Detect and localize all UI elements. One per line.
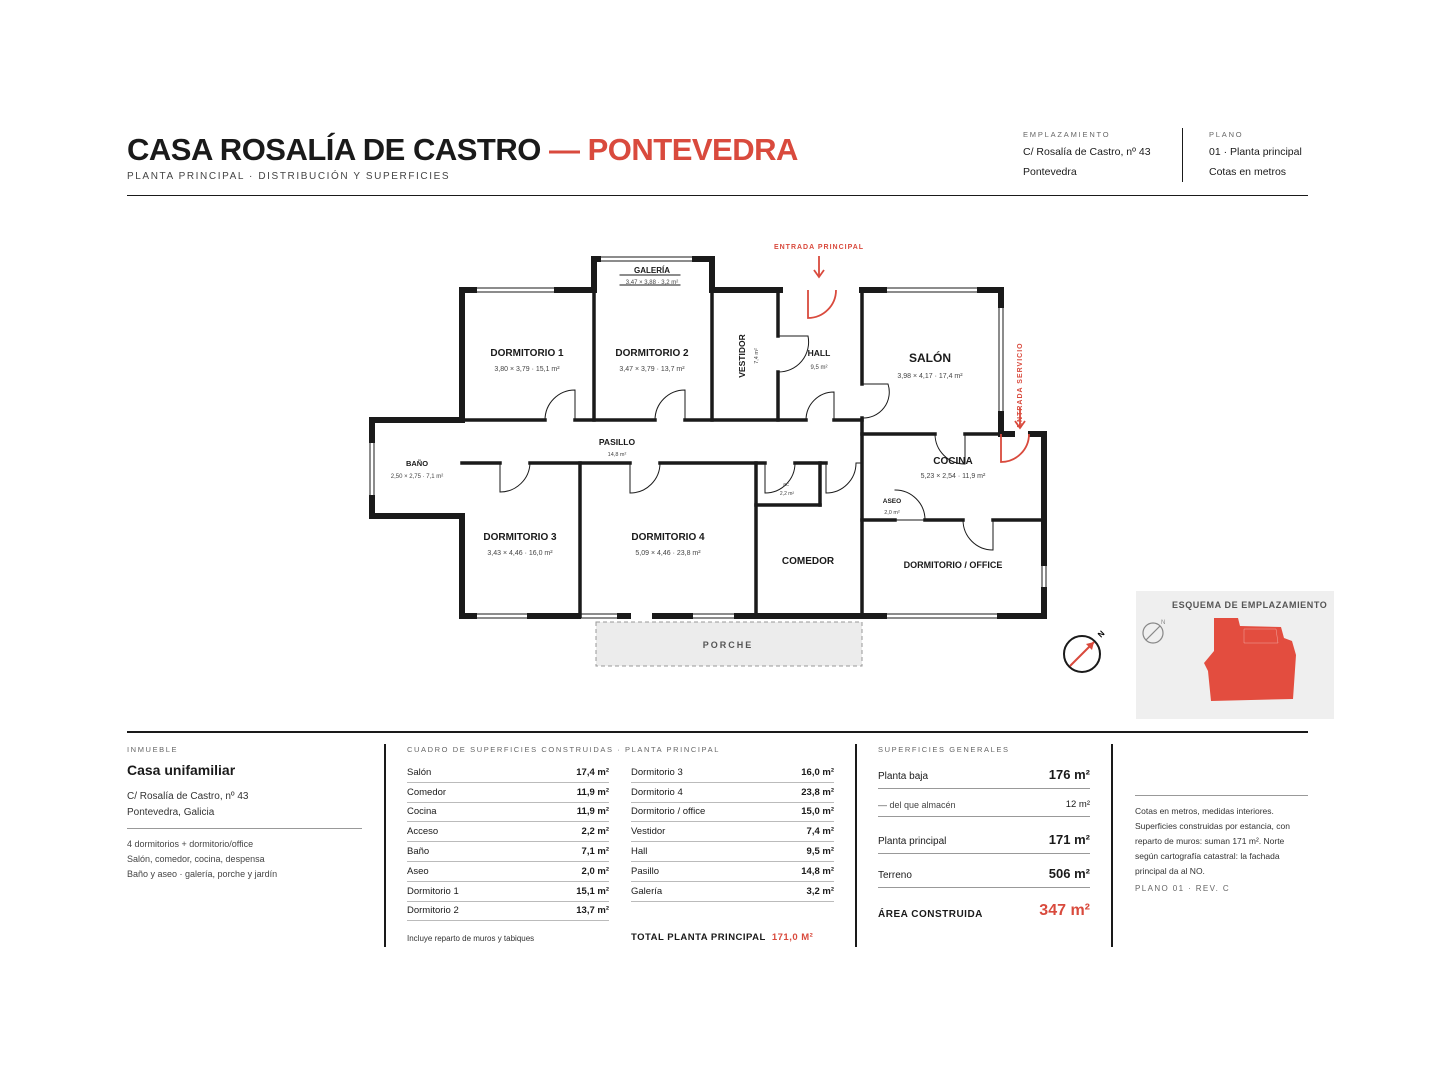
property-address (127, 789, 362, 829)
table-row (407, 803, 609, 823)
table-row (407, 822, 609, 842)
row-value: 14,8 m² (801, 865, 834, 877)
note-line: principal da al NO. (1135, 866, 1205, 876)
property-description (127, 837, 362, 882)
row-value: 23,8 m² (801, 786, 834, 798)
desc-line2: Salón, comedor, cocina, despensa (127, 854, 265, 864)
column-divider (855, 744, 857, 947)
dims-dorm2: 3,47 × 3,79 · 13,7 m² (619, 366, 685, 373)
almacen-label: — del que almacén (878, 800, 956, 810)
column-divider (384, 744, 386, 947)
row-planta-baja (878, 767, 1090, 789)
dims-dorm4: 5,09 × 4,46 · 23,8 m² (635, 550, 701, 557)
bottom-divider (127, 731, 1308, 733)
row-value: 16,0 m² (801, 766, 834, 778)
table-row (631, 763, 834, 783)
label-dorm1: DORMITORIO 1 (490, 348, 564, 359)
dims-cocina: 5,23 × 2,54 · 11,9 m² (920, 473, 986, 480)
plan-units: Cotas en metros (1209, 166, 1287, 178)
location-street: C/ Rosalía de Castro, nº 43 (1023, 146, 1151, 158)
svg-text:N: N (1161, 620, 1166, 626)
row-value: 9,5 m² (806, 846, 834, 858)
terreno-label: Terreno (878, 870, 912, 881)
planta-baja-value: 176 m² (1048, 767, 1090, 782)
row-label: Dormitorio / office (631, 806, 706, 818)
row-almacen (878, 799, 1090, 817)
label-dorm4: DORMITORIO 4 (631, 532, 705, 543)
label-acceso: ac (783, 482, 789, 488)
plan-number: 01 · Planta principal (1209, 146, 1302, 158)
surface-table-label: CUADRO DE SUPERFICIES CONSTRUIDAS · PLANTA PRINCIPAL (407, 745, 720, 754)
table-row (631, 882, 834, 902)
label-aseo: ASEO (882, 498, 902, 505)
row-planta-principal (878, 832, 1090, 854)
row-value: 11,9 m² (576, 806, 609, 818)
surface-table-note: Incluye reparto de muros y tabiques (407, 934, 535, 943)
desc-line1: 4 dormitorios + dormitorio/office (127, 839, 254, 849)
table-row (631, 862, 834, 882)
label-hall: HALL (807, 348, 831, 358)
row-value: 7,1 m² (581, 846, 609, 858)
title-dash: — (548, 132, 580, 167)
row-value: 15,1 m² (576, 885, 609, 897)
label-salon: SALÓN (909, 351, 951, 365)
planta-principal-value: 171 m² (1048, 832, 1090, 847)
table-row (631, 803, 834, 823)
row-label: Galería (631, 885, 663, 897)
row-terreno (878, 866, 1090, 888)
address-line2: Pontevedra, Galicia (127, 807, 215, 818)
property-name: Casa unifamiliar (127, 762, 236, 778)
row-label: Dormitorio 2 (407, 905, 459, 917)
total-label: TOTAL PLANTA PRINCIPAL (631, 932, 766, 943)
column-divider (1111, 744, 1113, 947)
row-label: Dormitorio 4 (631, 786, 683, 798)
label-cocina: COCINA (933, 456, 973, 467)
row-value: 7,4 m² (806, 826, 834, 838)
property-block (127, 745, 362, 882)
row-area-construida (878, 902, 1090, 926)
label-bano: BAÑO (405, 459, 429, 468)
dims-vestidor: 7,4 m² (754, 348, 760, 364)
row-label: Comedor (407, 786, 447, 798)
svg-text:N: N (1096, 628, 1107, 640)
general-surfaces (878, 745, 1090, 920)
inset-title: ESQUEMA DE EMPLAZAMIENTO (1172, 600, 1328, 610)
desc-line3: Baño y aseo · galería, porche y jardín (127, 869, 278, 879)
table-row (407, 902, 609, 922)
row-value: 3,2 m² (806, 885, 834, 897)
table-row (631, 842, 834, 862)
label-galeria: GALERÍA (634, 266, 670, 275)
table-row (407, 763, 609, 783)
property-label: INMUEBLE (127, 745, 179, 754)
dims-dorm3: 3,43 × 4,46 · 16,0 m² (487, 550, 553, 557)
row-value: 11,9 m² (576, 786, 609, 798)
address-line1: C/ Rosalía de Castro, nº 43 (127, 791, 249, 802)
general-surfaces-label: SUPERFICIES GENERALES (878, 745, 1010, 754)
row-label: Acceso (407, 826, 439, 838)
title-main: CASA ROSALÍA DE CASTRO (127, 132, 541, 167)
surface-table-total (631, 932, 813, 943)
note-line: Cotas en metros, medidas interiores. (1135, 806, 1274, 816)
label-entrance-main: ENTRADA PRINCIPAL (773, 244, 865, 251)
row-label: Pasillo (631, 865, 659, 877)
label-dorm3: DORMITORIO 3 (483, 532, 557, 543)
plan-label: PLANO (1209, 130, 1244, 139)
row-value: 15,0 m² (801, 806, 834, 818)
row-value: 17,4 m² (576, 766, 609, 778)
surface-table (407, 745, 834, 943)
area-label: ÁREA CONSTRUIDA (878, 909, 983, 920)
row-value: 13,7 m² (576, 905, 609, 917)
site-map-icon (1136, 591, 1334, 719)
dims-bano: 2,50 × 2,75 · 7,1 m² (390, 474, 444, 480)
dims-acceso: 2,2 m² (779, 491, 795, 497)
dims-aseo: 2,0 m² (884, 510, 900, 516)
row-label: Baño (407, 846, 430, 858)
label-porch: PORCHE (702, 640, 754, 650)
table-row (407, 842, 609, 862)
row-label: Dormitorio 3 (631, 766, 683, 778)
label-dorm2: DORMITORIO 2 (615, 348, 689, 359)
label-pasillo: PASILLO (598, 437, 636, 447)
planta-baja-label: Planta baja (878, 771, 929, 782)
row-label: Hall (631, 846, 648, 858)
label-office: DORMITORIO / OFFICE (903, 560, 1003, 570)
dims-hall: 9,5 m² (810, 365, 828, 371)
revision-label: PLANO 01 · REV. C (1135, 884, 1231, 893)
label-comedor: COMEDOR (781, 556, 835, 567)
table-row (407, 783, 609, 803)
terreno-value: 506 m² (1048, 866, 1090, 881)
table-row (631, 822, 834, 842)
row-value: 2,2 m² (581, 826, 609, 838)
label-entrance-service: ENTRADA SERVICIO (1017, 342, 1024, 428)
plan-notes (1135, 795, 1308, 879)
almacen-value: 12 m² (1065, 799, 1090, 810)
row-label: Vestidor (631, 826, 666, 838)
row-label: Aseo (407, 865, 429, 877)
table-row (631, 783, 834, 803)
note-line: Superficies construidas por estancia, con (1135, 821, 1290, 831)
dims-dorm1: 3,80 × 3,79 · 15,1 m² (494, 366, 560, 373)
row-label: Cocina (407, 806, 437, 818)
location-schema (1136, 591, 1334, 719)
dims-pasillo: 14,8 m² (607, 452, 627, 458)
total-value: 171,0 M² (771, 932, 814, 943)
row-value: 2,0 m² (581, 865, 609, 877)
dims-galeria: 3,47 × 3,88 · 3,2 m² (625, 280, 679, 286)
location-city: Pontevedra (1023, 166, 1077, 178)
table-row (407, 882, 609, 902)
title-city: PONTEVEDRA (587, 132, 798, 167)
label-vestidor: VESTIDOR (737, 334, 747, 378)
table-row (407, 862, 609, 882)
row-label: Dormitorio 1 (407, 885, 459, 897)
note-line: reparto de muros: suman 171 m². Norte (1135, 836, 1285, 846)
area-value: 347 m² (1039, 902, 1090, 919)
row-label: Salón (407, 766, 432, 778)
north-arrow-icon (1064, 629, 1107, 672)
note-line: según cartografía catastral: la fachada (1135, 851, 1280, 861)
dims-salon: 3,98 × 4,17 · 17,4 m² (897, 373, 963, 380)
planta-principal-label: Planta principal (878, 836, 947, 847)
page-subtitle: PLANTA PRINCIPAL · DISTRIBUCIÓN Y SUPERFICIES (127, 171, 451, 182)
location-label: EMPLAZAMIENTO (1023, 130, 1111, 139)
